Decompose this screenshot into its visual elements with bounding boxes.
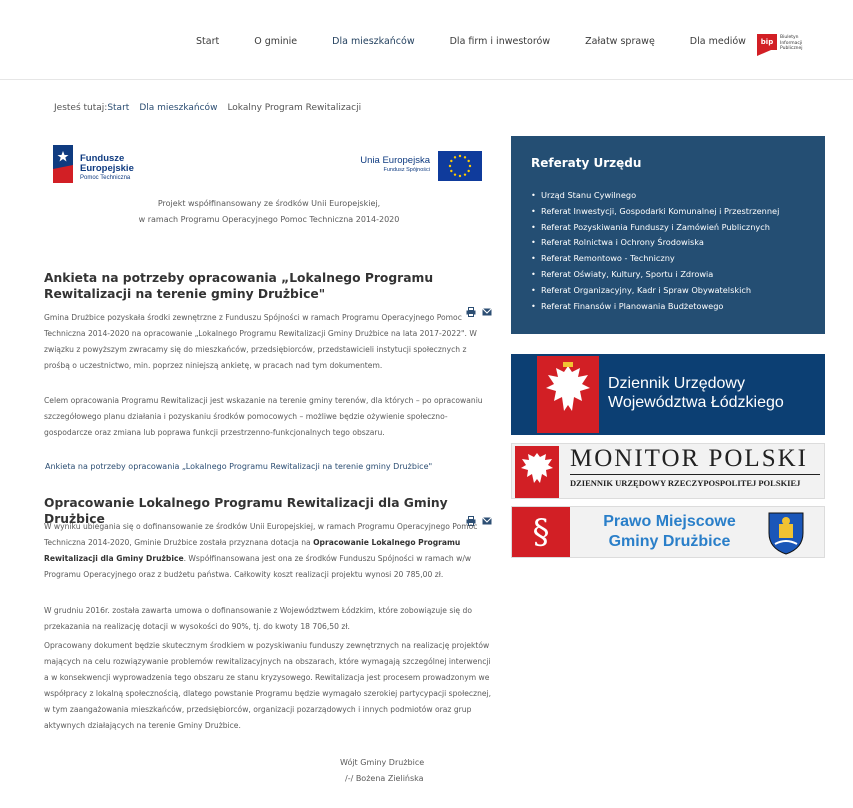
eu-star	[464, 173, 466, 175]
white-eagle-icon	[515, 446, 559, 498]
referat-item[interactable]: • Referat Remontowo - Techniczny	[531, 251, 779, 267]
article2-paragraph2: W grudniu 2016r. została zawarta umowa o dofinansowanie z Województwem Łódzkim, które zobowiązuje się do przekazania na realizację dotacji w wysokości do 90%, tj. do kwoty 18 706,50 zł.	[44, 606, 472, 631]
breadcrumb-start[interactable]: Start	[107, 103, 130, 113]
article1-title: Ankieta na potrzeby opracowania „Lokalnego Programu Rewitalizacji na terenie gminy Drużbice"	[44, 271, 434, 301]
bip-mark: bip	[757, 34, 777, 50]
paragraph-icon: §	[512, 507, 570, 557]
fe-line2: Europejskie	[80, 163, 134, 174]
nav-dla-mieszkancow[interactable]: Dla mieszkańców	[332, 35, 415, 47]
article2-bold-title: Opracowanie Lokalnego Programu Rewitalizacji dla Gminy Drużbice	[44, 538, 461, 563]
eu-star	[469, 165, 471, 167]
fe-line1: Fundusze	[80, 153, 125, 164]
dziennik-line2: Województwa Łódzkiego	[608, 394, 784, 411]
article1-paragraph2: Celem opracowania Programu Rewitalizacji jest wskazanie na terenie gminy terenów, dla których – po opracowaniu szczegółowego planu działania i pozyskaniu środków pomocowych – możliwe będzie ożywienie społeczno-gospodarcze oraz zmiana lub poprawa funkcji przestrzenno-funkcjonalnych tego obszaru.	[44, 396, 483, 437]
monitor-polski-banner[interactable]	[511, 443, 825, 499]
referat-item[interactable]: • Referat Inwestycji, Gospodarki Komunalnej i Przestrzennej	[531, 204, 779, 220]
referat-item[interactable]: • Referat Oświaty, Kultury, Sportu i Zdrowia	[531, 267, 779, 283]
nav-dla-mediow[interactable]: Dla mediów	[689, 35, 746, 47]
referat-item[interactable]: • Referat Organizacyjny, Kadr i Spraw Obywatelskich	[531, 283, 779, 299]
article1-paragraph1: Gmina Drużbice pozyskała środki zewnętrzne z Funduszu Spójności w ramach Programu Operacyjnego Pomoc Techniczna 2014-2020 na opracowanie „Lokalnego Programu Rewitalizacji Gminy Drużbice na lata 2017-2022". W związku z powyższym zwracamy się do mieszkańców, przedsiębiorców, przedstawicieli instytucji społecznych z prośbą o uczestnictwo, min. poprzez niniejszą ankietę, w pracach nad tym dokumentem.	[44, 313, 477, 370]
white-eagle-icon	[537, 356, 599, 433]
referat-item[interactable]: • Referat Pozyskiwania Funduszy i Zamówień Publicznych	[531, 220, 779, 236]
signature-title: Wójt Gminy Drużbice	[340, 758, 425, 767]
referaty-list	[531, 188, 779, 314]
dziennik-line1: Dziennik Urzędowy	[608, 375, 745, 392]
signature-name: /-/ Bożena Zielińska	[345, 774, 424, 783]
cofinance-note: Projekt współfinansowany ze środków Unii Europejskiej, w ramach Programu Operacyjnego Pomoc Techniczna 2014-2020	[138, 199, 400, 224]
eu-star	[450, 160, 452, 162]
breadcrumb	[54, 103, 361, 113]
referat-item[interactable]: • Referat Rolnictwa i Ochrony Środowiska	[531, 235, 779, 251]
eu-star	[467, 160, 469, 162]
nav-o-gminie[interactable]: O gminie	[254, 35, 298, 47]
nav-start[interactable]: Start	[196, 35, 220, 47]
fe-line3: Pomoc Techniczna	[80, 175, 131, 181]
referat-item[interactable]: • Referat Finansów i Planowania Budżetowego	[531, 299, 779, 315]
fe-flag-icon	[53, 145, 73, 183]
eu-star	[454, 173, 456, 175]
main-nav	[196, 32, 781, 50]
article1-survey-link[interactable]: Ankieta na potrzeby opracowania „Lokalnego Programu Rewitalizacji na terenie gminy Drużbice"	[45, 462, 433, 471]
prawo-line2: Gminy Drużbice	[608, 533, 731, 550]
ue-line2: Fundusz Spójności	[383, 167, 430, 173]
eu-star	[454, 156, 456, 158]
nav-zalatw-sprawe[interactable]: Załatw sprawę	[585, 35, 655, 47]
monitor-divider	[570, 474, 820, 475]
article2-title: Opracowanie Lokalnego Programu Rewitalizacji dla Gminy Drużbice	[44, 496, 448, 526]
unia-europejska-logo	[352, 151, 482, 181]
eu-star	[449, 165, 451, 167]
breadcrumb-dla-mieszkancow[interactable]: Dla mieszkańców	[139, 103, 218, 113]
nav-dla-firm[interactable]: Dla firm i inwestorów	[449, 35, 551, 47]
ue-line1: Unia Europejska	[360, 155, 430, 166]
dziennik-urzedowy-banner[interactable]	[511, 354, 825, 435]
referat-item[interactable]: • Urząd Stanu Cywilnego	[531, 188, 779, 204]
eu-star	[450, 170, 452, 172]
eu-star	[459, 175, 461, 177]
breadcrumb-current: Lokalny Program Rewitalizacji	[227, 103, 362, 113]
eu-star	[459, 155, 461, 157]
referaty-box	[511, 136, 825, 334]
monitor-line1: MONITOR POLSKI	[570, 445, 808, 472]
site-header	[0, 0, 853, 80]
eu-star	[464, 156, 466, 158]
bip-text: Biuletyn Informacji Publicznej	[780, 35, 803, 51]
article2-paragraph3: Opracowany dokument będzie skutecznym środkiem w pozyskiwaniu funduszy zewnętrznych na realizację projektów mających na celu rozwiązywanie problemów rewitalizacyjnych na obszarach, które wymagają szczególnej interwencji a w konsekwencji wyprowadzenia tego obszaru ze stanu kryzysowego. Rewitalizacja jest procesem prowadzonym we współpracy z lokalną społecznością, dlatego powstanie Programu będzie wymagało szerokiej partycypacji społecznej, w tym zaangażowania mieszkańców, przedsiębiorców, organizacji pozarządowych i innych podmiotów oraz grup aktywnych działających na terenie Gminy Drużbice.	[44, 641, 492, 730]
article2-paragraph1: W wyniku ubiegania się o dofinansowanie ze środków Unii Europejskiej, w ramach Programu Operacyjnego Pomoc Techniczna 2014-2020, Gminie Drużbice została przyznana dotacja na Opracowanie Lokalnego Programu Rewitalizacji dla Gminy Drużbice. Współfinansowana jest ona ze środków Funduszu Spójności w ramach w/w Programu Operacyjnego oraz z budżetu państwa. Całkowity koszt realizacji projektu wynosi 20 785,00 zł.	[44, 522, 478, 579]
coat-of-arms-icon	[767, 510, 805, 555]
fundusze-europejskie-logo	[53, 145, 153, 183]
monitor-line2: DZIENNIK URZĘDOWY RZECZYPOSPOLITEJ POLSKIEJ	[570, 478, 801, 488]
referaty-title: Referaty Urzędu	[531, 156, 642, 170]
prawo-line1: Prawo Miejscowe	[603, 513, 736, 530]
eu-star	[467, 170, 469, 172]
eu-flag-icon	[438, 151, 482, 181]
prawo-miejscowe-banner[interactable]	[511, 506, 825, 558]
bip-tail	[757, 50, 771, 56]
breadcrumb-label: Jesteś tutaj:	[54, 103, 108, 113]
bip-logo[interactable]	[757, 32, 827, 56]
